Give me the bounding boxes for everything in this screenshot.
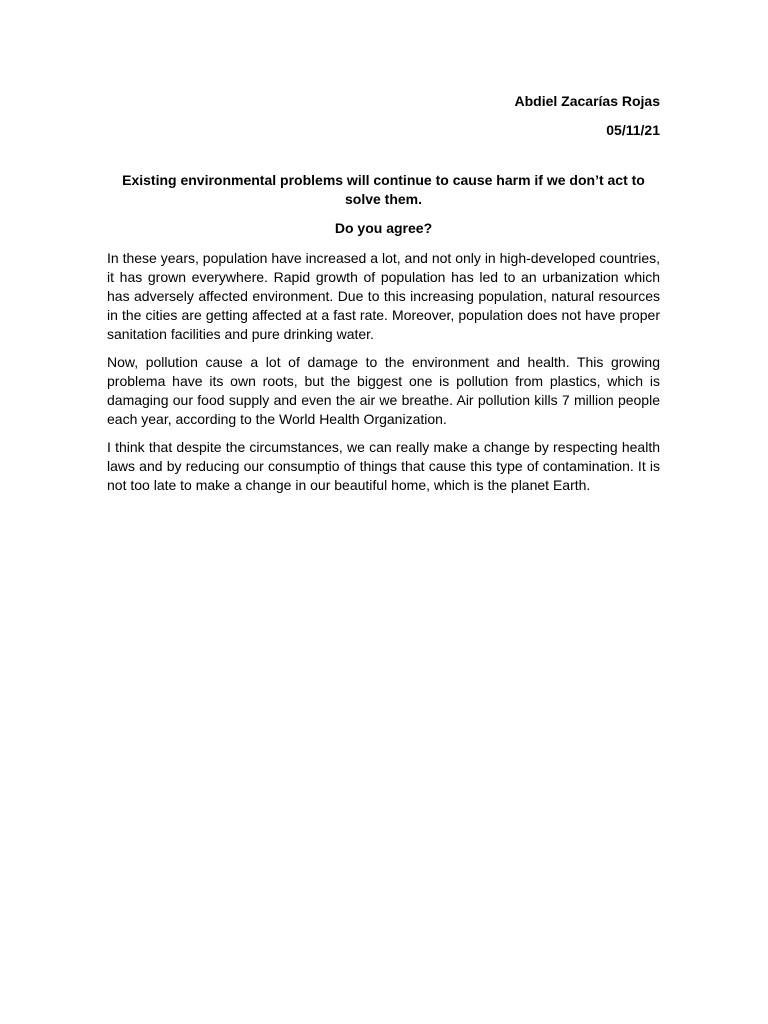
paragraph-1: In these years, population have increased a lot, and not only in high-developed countries, it has grown everywhere. Rapid growth of population has led to an urbanization which has adversely affected environment. Due to this increasing population, natural resources in the cities are getting affected at a fast rate. Moreover, population does not have proper sanitation facilities and pure drinking water. — [107, 250, 660, 342]
document-page — [107, 92, 660, 495]
essay-question: Do you agree? — [334, 220, 433, 236]
essay-title: Existing environmental problems will continue to cause harm if we don’t act to solve them. — [122, 172, 645, 207]
paragraph-3: I think that despite the circumstances, we can really make a change by respecting health laws and by reducing our consumptio of things that cause this type of contamination. It is not too late to make a change in our beautiful home, which is the planet Earth. — [107, 439, 660, 493]
author-name: Abdiel Zacarías Rojas — [514, 93, 660, 109]
document-date: 05/11/21 — [606, 122, 660, 138]
paragraph-2: Now, pollution cause a lot of damage to the environment and health. This growing problema have its own roots, but the biggest one is pollution from plastics, which is damaging our food supply and even the air we breathe. Air pollution kills 7 million people each year, according to the World Health Organization. — [107, 354, 660, 427]
